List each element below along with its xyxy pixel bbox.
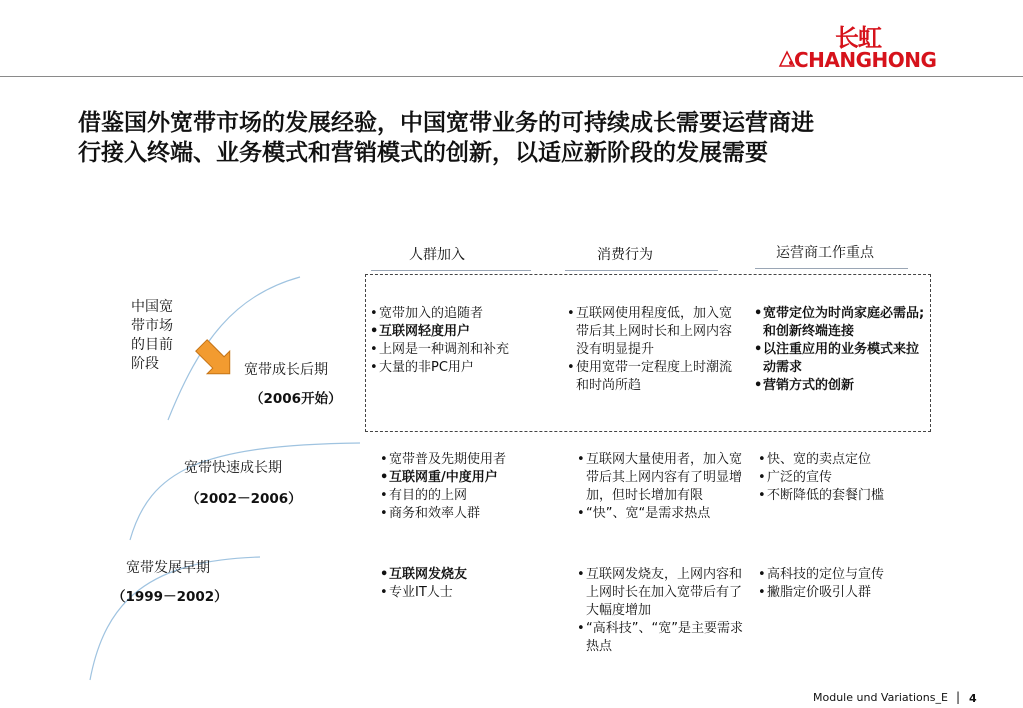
title-line-2: 行接入终端、业务模式和营销模式的创新，以适应新阶段的发展需要 bbox=[78, 140, 768, 166]
list-item: • 有目的的上网 bbox=[380, 487, 555, 505]
list-item: • “快”、宽“是需求热点 bbox=[577, 505, 747, 523]
stage-early-behavior-list bbox=[577, 566, 747, 656]
list-item: • 宽带定位为时尚家庭必需品;和创新终端连接 bbox=[754, 305, 926, 341]
list-item: • 互联网轻度用户 bbox=[370, 323, 550, 341]
list-item: • 快、宽的卖点定位 bbox=[758, 451, 928, 469]
column-header-behavior: 消费行为 bbox=[597, 247, 653, 263]
stage-period-rapid: （2002－2006） bbox=[186, 491, 302, 507]
current-stage-label-line: 阶段 bbox=[131, 356, 159, 372]
list-item: • 宽带普及先期使用者 bbox=[380, 451, 555, 469]
column-header-population: 人群加入 bbox=[409, 247, 465, 263]
list-item: • 商务和效率人群 bbox=[380, 505, 555, 523]
stage-early-population-list bbox=[380, 566, 555, 602]
footer-module-name: Module und Variations_E bbox=[813, 691, 948, 704]
list-item: • 宽带加入的追随者 bbox=[370, 305, 550, 323]
column-header-operator-focus: 运营商工作重点 bbox=[776, 245, 874, 261]
list-item: • 互联网发烧友，上网内容和上网时长在加入宽带后有了大幅度增加 bbox=[577, 566, 747, 620]
list-item: • 不断降低的套餐门槛 bbox=[758, 487, 928, 505]
stage-period-late: （2006开始） bbox=[250, 391, 342, 407]
stage-late-population-list bbox=[370, 305, 550, 377]
current-stage-label-line: 的目前 bbox=[131, 337, 173, 353]
list-item: • 以注重应用的业务模式来拉动需求 bbox=[754, 341, 926, 377]
list-item: • 高科技的定位与宣传 bbox=[758, 566, 928, 584]
stage-rapid-operator-list bbox=[758, 451, 928, 505]
list-item: • 营销方式的创新 bbox=[754, 377, 926, 395]
stage-early-operator-list bbox=[758, 566, 928, 602]
list-item: • 撇脂定价吸引人群 bbox=[758, 584, 928, 602]
list-item: • 大量的非PC用户 bbox=[370, 359, 550, 377]
footer-separator: | bbox=[956, 690, 961, 704]
list-item: • 专业IT人士 bbox=[380, 584, 555, 602]
list-item: • 上网是一种调剂和补充 bbox=[370, 341, 550, 359]
current-stage-label-line: 中国宽 bbox=[131, 299, 173, 315]
column-header-line-2 bbox=[565, 270, 718, 271]
stage-late-operator-list bbox=[754, 305, 926, 395]
list-item: • 互联网重/中度用户 bbox=[380, 469, 555, 487]
logo-cn-text: 长虹 bbox=[835, 24, 881, 52]
title-line-1: 借鉴国外宽带市场的发展经验，中国宽带业务的可持续成长需要运营商进 bbox=[78, 110, 814, 136]
list-item: • 互联网发烧友 bbox=[380, 566, 555, 584]
list-item: • “高科技”、“宽”是主要需求热点 bbox=[577, 620, 747, 656]
current-stage-label bbox=[131, 298, 173, 374]
page-number: 4 bbox=[969, 692, 977, 705]
stage-name-rapid: 宽带快速成长期 bbox=[184, 460, 282, 476]
list-item: • 互联网使用程度低，加入宽带后其上网时长和上网内容没有明显提升 bbox=[567, 305, 743, 359]
stage-rapid-population-list bbox=[380, 451, 555, 523]
stage-period-early: （1999－2002） bbox=[112, 589, 228, 605]
stage-late-behavior-list bbox=[567, 305, 743, 395]
column-header-line-3 bbox=[755, 268, 908, 269]
stage-name-early: 宽带发展早期 bbox=[126, 560, 210, 576]
list-item: • 使用宽带一定程度上时潮流和时尚所趋 bbox=[567, 359, 743, 395]
list-item: • 广泛的宣传 bbox=[758, 469, 928, 487]
current-stage-label-line: 带市场 bbox=[131, 318, 173, 334]
list-item: • 互联网大量使用者，加入宽带后其上网内容有了明显增加，但时长增加有限 bbox=[577, 451, 747, 505]
logo-en-text: CHANGHONG bbox=[794, 48, 937, 72]
stage-rapid-behavior-list bbox=[577, 451, 747, 523]
stage-name-late: 宽带成长后期 bbox=[244, 362, 328, 378]
column-header-line-1 bbox=[371, 270, 531, 271]
